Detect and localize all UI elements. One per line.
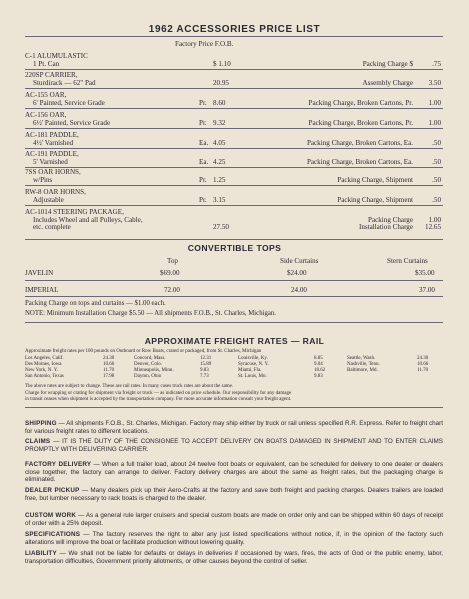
freight-rate: 7.73 [200, 374, 209, 379]
freight-rate: 8.85 [314, 356, 323, 361]
terms-paragraph [25, 512, 443, 527]
item-description: 6' Painted, Service Grade [33, 98, 105, 107]
convertible-tops-title: CONVERTIBLE TOPS [187, 243, 282, 253]
freight-rate: 11.70 [103, 368, 115, 373]
item-charge-label: Packing Charge, Shipment [337, 175, 413, 184]
item-description: Sturdirack — 62" Pad [33, 78, 96, 87]
item-description: 4½' Varnished [33, 138, 74, 147]
freight-rate: 24.30 [417, 356, 429, 361]
item-charge-value: .50 [432, 138, 441, 147]
freight-rate: 10.66 [417, 362, 429, 367]
item-charge-value: .50 [432, 195, 441, 204]
tops-top-price: $69.00 [160, 269, 180, 277]
item-charge-label: Packing Charge, Broken Cartons, Ea. [306, 138, 413, 147]
freight-note-2: Charge for wrapping or crating for shipment via freight or truck — as indicated on price schedule. Our responsibility for any damage [25, 391, 292, 396]
item-charge-value: .50 [432, 175, 441, 184]
freight-rates-title: APPROXIMATE FREIGHT RATES — RAIL [144, 336, 325, 346]
item-price: 1.25 [213, 175, 226, 184]
terms-paragraph [25, 487, 443, 502]
installation-charge-value: 12.65 [425, 223, 441, 232]
item-rule [25, 69, 443, 70]
terms-heading: LIABILITY [25, 550, 57, 557]
freight-city: Dayton, Ohio [134, 374, 162, 379]
terms-text: — Many dealers pick up their Aero-Crafts at the factory and save both freight and packing charges. Dealers trailers are loaded free, but lumber necessary to rack boats is charged to the dealer. [25, 487, 444, 502]
item-price: 4.05 [213, 138, 226, 147]
item-unit: Ea. [199, 138, 209, 147]
freight-city: Denver, Colo. [134, 362, 162, 367]
tops-rule [25, 239, 443, 240]
freight-note-3: in transit ceases when shipment is accepted by the transportation company. For more accurate information consult your freight agent. [25, 397, 292, 402]
item-rule [25, 205, 443, 206]
item-name: AC-181 PADDLE, [25, 131, 79, 139]
item-charge-label: Packing Charge, Broken Cartons, Pr. [308, 118, 413, 127]
freight-rule [25, 322, 443, 323]
tops-side-price: $24.00 [287, 269, 307, 277]
item-unit: Pr. [199, 98, 207, 107]
item-charge-label: Packing Charge, Shipment [337, 195, 413, 204]
item-charge-label: Packing Charge, Broken Cartons, Pr. [308, 98, 413, 107]
item-charge-label: Packing Charge $ [362, 59, 413, 68]
item-price: $ 1.10 [213, 59, 231, 68]
item-name: 7SS OAR HORNS, [25, 168, 81, 176]
terms-heading: FACTORY DELIVERY [25, 461, 92, 468]
terms-paragraph [25, 461, 443, 484]
item-charge-label: Packing Charge, Broken Cartons, Ea. [306, 157, 413, 166]
item-description: 5' Varnished [33, 157, 68, 166]
tops-header-side: Side Curtains [280, 257, 319, 265]
freight-rate: 9.83 [314, 374, 323, 379]
item-name: AC-156 OAR, [25, 111, 67, 119]
tops-top-price: 72.00 [164, 286, 180, 294]
tops-packing-note: Packing Charge on tops and curtains — $1.00 each. [25, 300, 166, 307]
terms-heading: DEALER PICKUP [25, 487, 80, 494]
item-rule [25, 88, 443, 89]
item-charge-value: .50 [432, 157, 441, 166]
freight-city: Concord, Mass. [134, 356, 166, 361]
item-name: AC-155 OAR, [25, 91, 67, 99]
freight-city: Syracuse, N. Y. [238, 362, 269, 367]
tops-side-price: 24.00 [291, 286, 307, 294]
freight-rate: 10.66 [103, 362, 115, 367]
factory-price-header: Factory Price F.O.B. [175, 40, 234, 48]
item-rule [25, 148, 443, 149]
item-description: Includes Wheel and all Pulleys, Cable, [33, 215, 143, 224]
freight-city: Los Angeles, Calif. [25, 356, 64, 361]
terms-heading: SPECIFICATIONS [25, 531, 81, 538]
item-name: AC-191 PADDLE, [25, 150, 79, 158]
freight-city: Louisville, Ky. [238, 356, 268, 361]
item-name: 220SP CARRIER, [25, 71, 78, 79]
terms-heading: CUSTOM WORK [25, 512, 77, 519]
item-charge-value: 1.00 [428, 118, 441, 127]
freight-rate: 11.70 [417, 368, 429, 373]
freight-city: Nashville, Tenn. [347, 362, 380, 367]
item-price: 4.25 [213, 157, 226, 166]
terms-text: — As a general rule larger cruisers and special custom boats are made on order only and can be shipped within 60 days of receipt of order with a 25% deposit. [25, 512, 444, 527]
item-description-2: etc. complete [33, 223, 71, 232]
item-unit: Pr. [199, 118, 207, 127]
tops-row-rule [25, 280, 443, 281]
terms-paragraph [25, 531, 443, 546]
item-rule [25, 167, 443, 168]
terms-paragraph [25, 438, 443, 453]
terms-heading: CLAIMS [25, 438, 51, 445]
tops-model-name: IMPERIAL [25, 286, 59, 294]
tops-bottom-rule [25, 296, 443, 297]
tops-model-name: JAVELIN [25, 269, 54, 277]
item-name: AC-1014 STEERING PACKAGE, [25, 208, 124, 216]
terms-text: — When a full trailer load, about 24 twelve foot boats or equivalent, can be scheduled for delivery to one dealer or dealers close together, the factory can arrange to deliver. Factory delivery charges are about the same as freight rates, but the packaging charge is eliminated. [25, 461, 443, 484]
item-rule [25, 128, 443, 129]
item-description: 1 Pt. Can [33, 59, 60, 68]
item-price: 27.50 [213, 223, 229, 232]
item-name: RW-8 OAR HORNS, [25, 188, 86, 196]
freight-city: Seattle, Wash. [347, 356, 376, 361]
freight-note-1: The above rates are subject to change. These are rail rates. In many cases truck rates are about the same. [25, 384, 234, 389]
freight-rate: 24.30 [103, 356, 115, 361]
item-price: 9.32 [213, 118, 226, 127]
title-rule [25, 36, 443, 37]
tops-stern-price: $35.00 [415, 269, 435, 277]
item-unit: Pr. [199, 195, 207, 204]
freight-city: Baltimore, Md. [347, 368, 378, 373]
freight-city: Des Moines, Iowa [25, 362, 62, 367]
item-charge-value: 1.00 [428, 98, 441, 107]
freight-city: St. Louis, Mo. [238, 374, 267, 379]
freight-rate: 9.04 [314, 362, 323, 367]
item-description: 6½' Painted, Service Grade [33, 118, 111, 127]
terms-paragraph [25, 420, 443, 435]
terms-text: — All shipments F.O.B., St. Charles, Michigan. Factory may ship either by truck or rail unless specified R.R. Express. Refer to freight chart for various freight rates to different locations. [25, 420, 443, 435]
item-rule [25, 108, 443, 109]
terms-paragraph [25, 550, 443, 565]
item-charge-value: 3.50 [428, 78, 441, 87]
installation-charge-label: Installation Charge [358, 223, 413, 232]
packing-charge-label: Packing Charge [368, 215, 413, 224]
item-price: 3.15 [213, 195, 226, 204]
freight-city: New York, N. Y. [25, 368, 58, 373]
item-description: Adjustable [33, 195, 64, 204]
freight-city: Minneapolis, Minn. [134, 368, 174, 373]
tops-header-top: Top [167, 257, 178, 265]
item-charge-label: Assembly Charge [362, 78, 413, 87]
freight-rate: 12.31 [200, 356, 212, 361]
tops-header-stern: Stern Curtains [387, 257, 428, 265]
freight-intro: Approximate freight rates per 100 pounds on Outboard or Row Boats, crated or packaged, from St. Charles, Michigan [25, 349, 262, 354]
terms-text: — We shall not be liable for defaults or delays in deliveries if occasioned by wars, fires, the acts of God or the public enemy, labor, transportation difficulties, Government priority allotments, or other causes beyond the control of seller. [25, 550, 444, 565]
freight-rate: 18.62 [314, 368, 326, 373]
item-name: C-1 ALUMULASTIC [25, 52, 88, 60]
freight-city: Miami, Fla. [238, 368, 262, 373]
terms-text: — The factory reserves the right to alter any just listed specifications without notice, if, in the opinion of the factory such alterations will improve the boat or facilitate production without lowering quality. [25, 531, 444, 546]
packing-charge-value: 1.00 [428, 215, 441, 224]
item-charge-value: .75 [432, 59, 441, 68]
freight-rate: 17.98 [103, 374, 115, 379]
installation-note: NOTE: Minimum Installation Charge $5.50 — All shipments F.O.B., St. Charles, Michigan. [25, 310, 276, 317]
item-description: w/Pins [33, 175, 53, 184]
page-title: 1962 ACCESSORIES PRICE LIST [148, 24, 321, 35]
item-unit: Pr. [199, 175, 207, 184]
item-price: 20.95 [213, 78, 229, 87]
terms-text: — IT IS THE DUTY OF THE CONSIGNEE TO ACCEPT DELIVERY ON BOATS DAMAGED IN SHIPMENT AND TO ENTER CLAIMS PROMPTLY WITH DELIVERING CARRIER. [25, 438, 444, 453]
item-rule [25, 185, 443, 186]
tops-stern-price: 37.00 [419, 286, 435, 294]
freight-rate: 15.89 [200, 362, 212, 367]
item-unit: Ea. [199, 157, 209, 166]
terms-rule [25, 407, 443, 408]
terms-heading: SHIPPING [25, 420, 57, 427]
freight-rate: 9.83 [200, 368, 209, 373]
freight-city: San Antonio, Texas [25, 374, 64, 379]
item-price: 8.60 [213, 98, 226, 107]
